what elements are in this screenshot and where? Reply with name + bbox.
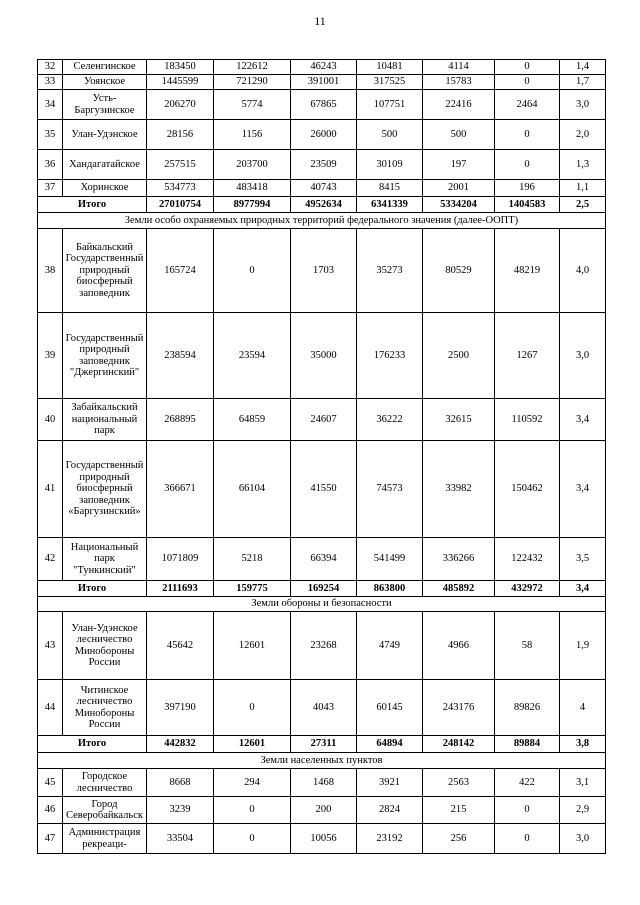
value-cell: 483418 <box>214 180 291 197</box>
section-title: Земли особо охраняемых природных территорий федерального значения (далее-ООПТ) <box>38 213 606 229</box>
forestry-name: Государственный природный биосферный заповедник «Баргузинский» <box>63 441 147 538</box>
table-row <box>38 75 606 90</box>
value-cell: 165724 <box>147 229 214 313</box>
value-cell: 294 <box>214 769 291 797</box>
value-cell: 534773 <box>147 180 214 197</box>
value-cell: 238594 <box>147 313 214 399</box>
value-cell: 2464 <box>495 90 560 120</box>
value-cell: 3,4 <box>560 581 606 597</box>
value-cell: 4749 <box>357 612 423 680</box>
value-cell: 12601 <box>214 612 291 680</box>
value-cell: 66104 <box>214 441 291 538</box>
section-header-row <box>38 753 606 769</box>
row-number: 42 <box>38 538 63 581</box>
value-cell: 10056 <box>291 824 357 854</box>
row-number: 40 <box>38 399 63 441</box>
value-cell: 2,0 <box>560 120 606 150</box>
value-cell: 200 <box>291 797 357 824</box>
row-number: 46 <box>38 797 63 824</box>
value-cell: 23594 <box>214 313 291 399</box>
row-number: 37 <box>38 180 63 197</box>
row-number: 38 <box>38 229 63 313</box>
value-cell: 3,4 <box>560 441 606 538</box>
row-number: 44 <box>38 680 63 736</box>
value-cell: 0 <box>495 824 560 854</box>
table-row <box>38 769 606 797</box>
value-cell: 3921 <box>357 769 423 797</box>
table-row <box>38 612 606 680</box>
value-cell: 26000 <box>291 120 357 150</box>
value-cell: 863800 <box>357 581 423 597</box>
value-cell: 4114 <box>423 60 495 75</box>
value-cell: 5774 <box>214 90 291 120</box>
value-cell: 36222 <box>357 399 423 441</box>
value-cell: 22416 <box>423 90 495 120</box>
value-cell: 432972 <box>495 581 560 597</box>
value-cell: 317525 <box>357 75 423 90</box>
value-cell: 1071809 <box>147 538 214 581</box>
value-cell: 541499 <box>357 538 423 581</box>
value-cell: 89826 <box>495 680 560 736</box>
value-cell: 122612 <box>214 60 291 75</box>
value-cell: 442832 <box>147 736 214 753</box>
forestry-name: Байкальский Государственный природный биосферный заповедник <box>63 229 147 313</box>
value-cell: 150462 <box>495 441 560 538</box>
value-cell: 4043 <box>291 680 357 736</box>
value-cell: 248142 <box>423 736 495 753</box>
total-label: Итого <box>38 736 147 753</box>
table-row <box>38 229 606 313</box>
value-cell: 8668 <box>147 769 214 797</box>
row-number: 32 <box>38 60 63 75</box>
total-row <box>38 581 606 597</box>
row-number: 45 <box>38 769 63 797</box>
value-cell: 183450 <box>147 60 214 75</box>
value-cell: 196 <box>495 180 560 197</box>
value-cell: 206270 <box>147 90 214 120</box>
row-number: 36 <box>38 150 63 180</box>
value-cell: 46243 <box>291 60 357 75</box>
value-cell: 1156 <box>214 120 291 150</box>
forestry-name: Государственный природный заповедник "Джергинский" <box>63 313 147 399</box>
value-cell: 23268 <box>291 612 357 680</box>
table-row <box>38 60 606 75</box>
value-cell: 89884 <box>495 736 560 753</box>
value-cell: 721290 <box>214 75 291 90</box>
value-cell: 32615 <box>423 399 495 441</box>
value-cell: 27010754 <box>147 197 214 213</box>
forestry-name: Улан-Удэнское лесничество Минобороны России <box>63 612 147 680</box>
value-cell: 4952634 <box>291 197 357 213</box>
table-row <box>38 538 606 581</box>
forestry-name: Уоянское <box>63 75 147 90</box>
table-row <box>38 313 606 399</box>
table-row <box>38 824 606 854</box>
forestry-name: Хоринское <box>63 180 147 197</box>
value-cell: 3,4 <box>560 399 606 441</box>
value-cell: 1468 <box>291 769 357 797</box>
table-row <box>38 680 606 736</box>
section-header-row <box>38 213 606 229</box>
value-cell: 1,4 <box>560 60 606 75</box>
value-cell: 35000 <box>291 313 357 399</box>
row-number: 39 <box>38 313 63 399</box>
total-label: Итого <box>38 581 147 597</box>
value-cell: 40743 <box>291 180 357 197</box>
value-cell: 1,1 <box>560 180 606 197</box>
total-label: Итого <box>38 197 147 213</box>
forestry-name: Читинское лесничество Минобороны России <box>63 680 147 736</box>
value-cell: 397190 <box>147 680 214 736</box>
row-number: 47 <box>38 824 63 854</box>
value-cell: 33504 <box>147 824 214 854</box>
value-cell: 0 <box>214 824 291 854</box>
value-cell: 4966 <box>423 612 495 680</box>
value-cell: 1703 <box>291 229 357 313</box>
value-cell: 3,0 <box>560 90 606 120</box>
value-cell: 48219 <box>495 229 560 313</box>
value-cell: 176233 <box>357 313 423 399</box>
value-cell: 1,7 <box>560 75 606 90</box>
value-cell: 60145 <box>357 680 423 736</box>
value-cell: 110592 <box>495 399 560 441</box>
forestry-name: Забайкальский национальный парк <box>63 399 147 441</box>
forestry-name: Хандагатайское <box>63 150 147 180</box>
forestry-name: Администрация рекреаци- <box>63 824 147 854</box>
value-cell: 12601 <box>214 736 291 753</box>
value-cell: 256 <box>423 824 495 854</box>
value-cell: 5218 <box>214 538 291 581</box>
value-cell: 28156 <box>147 120 214 150</box>
value-cell: 2824 <box>357 797 423 824</box>
value-cell: 30109 <box>357 150 423 180</box>
value-cell: 243176 <box>423 680 495 736</box>
forestry-name: Город Северобайкальск <box>63 797 147 824</box>
value-cell: 122432 <box>495 538 560 581</box>
forestry-name: Национальный парк "Тункинский" <box>63 538 147 581</box>
table-row <box>38 180 606 197</box>
value-cell: 268895 <box>147 399 214 441</box>
value-cell: 0 <box>214 797 291 824</box>
value-cell: 1,3 <box>560 150 606 180</box>
table-row <box>38 797 606 824</box>
value-cell: 80529 <box>423 229 495 313</box>
value-cell: 0 <box>214 229 291 313</box>
value-cell: 2,5 <box>560 197 606 213</box>
value-cell: 58 <box>495 612 560 680</box>
value-cell: 3,5 <box>560 538 606 581</box>
value-cell: 3,0 <box>560 313 606 399</box>
value-cell: 1445599 <box>147 75 214 90</box>
page-number: 11 <box>314 14 326 28</box>
forest-land-table <box>37 59 606 854</box>
value-cell: 3,1 <box>560 769 606 797</box>
value-cell: 2001 <box>423 180 495 197</box>
value-cell: 64859 <box>214 399 291 441</box>
value-cell: 391001 <box>291 75 357 90</box>
value-cell: 24607 <box>291 399 357 441</box>
value-cell: 500 <box>357 120 423 150</box>
value-cell: 203700 <box>214 150 291 180</box>
table-row <box>38 399 606 441</box>
value-cell: 107751 <box>357 90 423 120</box>
value-cell: 8415 <box>357 180 423 197</box>
value-cell: 6341339 <box>357 197 423 213</box>
value-cell: 500 <box>423 120 495 150</box>
table-row <box>38 120 606 150</box>
section-title: Земли обороны и безопасности <box>38 597 606 612</box>
value-cell: 2500 <box>423 313 495 399</box>
value-cell: 0 <box>495 75 560 90</box>
value-cell: 15783 <box>423 75 495 90</box>
value-cell: 422 <box>495 769 560 797</box>
value-cell: 366671 <box>147 441 214 538</box>
forestry-name: Улан-Удэнское <box>63 120 147 150</box>
value-cell: 0 <box>495 120 560 150</box>
row-number: 43 <box>38 612 63 680</box>
value-cell: 4 <box>560 680 606 736</box>
value-cell: 8977994 <box>214 197 291 213</box>
value-cell: 67865 <box>291 90 357 120</box>
value-cell: 0 <box>495 60 560 75</box>
row-number: 33 <box>38 75 63 90</box>
total-row <box>38 736 606 753</box>
value-cell: 3,8 <box>560 736 606 753</box>
value-cell: 23509 <box>291 150 357 180</box>
forestry-name: Селенгинское <box>63 60 147 75</box>
value-cell: 33982 <box>423 441 495 538</box>
value-cell: 66394 <box>291 538 357 581</box>
value-cell: 1,9 <box>560 612 606 680</box>
value-cell: 45642 <box>147 612 214 680</box>
value-cell: 485892 <box>423 581 495 597</box>
value-cell: 3,0 <box>560 824 606 854</box>
value-cell: 10481 <box>357 60 423 75</box>
value-cell: 0 <box>495 150 560 180</box>
row-number: 41 <box>38 441 63 538</box>
table-row <box>38 90 606 120</box>
value-cell: 1404583 <box>495 197 560 213</box>
value-cell: 64894 <box>357 736 423 753</box>
table-row <box>38 150 606 180</box>
value-cell: 41550 <box>291 441 357 538</box>
value-cell: 197 <box>423 150 495 180</box>
total-row <box>38 197 606 213</box>
value-cell: 0 <box>495 797 560 824</box>
value-cell: 27311 <box>291 736 357 753</box>
value-cell: 1267 <box>495 313 560 399</box>
value-cell: 4,0 <box>560 229 606 313</box>
value-cell: 74573 <box>357 441 423 538</box>
forestry-name: Городское лесничество <box>63 769 147 797</box>
value-cell: 5334204 <box>423 197 495 213</box>
value-cell: 2111693 <box>147 581 214 597</box>
value-cell: 257515 <box>147 150 214 180</box>
section-header-row <box>38 597 606 612</box>
value-cell: 0 <box>214 680 291 736</box>
forestry-name: Усть-Баргузинское <box>63 90 147 120</box>
value-cell: 2,9 <box>560 797 606 824</box>
value-cell: 2563 <box>423 769 495 797</box>
table-row <box>38 441 606 538</box>
row-number: 35 <box>38 120 63 150</box>
value-cell: 23192 <box>357 824 423 854</box>
value-cell: 35273 <box>357 229 423 313</box>
value-cell: 159775 <box>214 581 291 597</box>
value-cell: 169254 <box>291 581 357 597</box>
row-number: 34 <box>38 90 63 120</box>
value-cell: 3239 <box>147 797 214 824</box>
value-cell: 336266 <box>423 538 495 581</box>
value-cell: 215 <box>423 797 495 824</box>
section-title: Земли населенных пунктов <box>38 753 606 769</box>
